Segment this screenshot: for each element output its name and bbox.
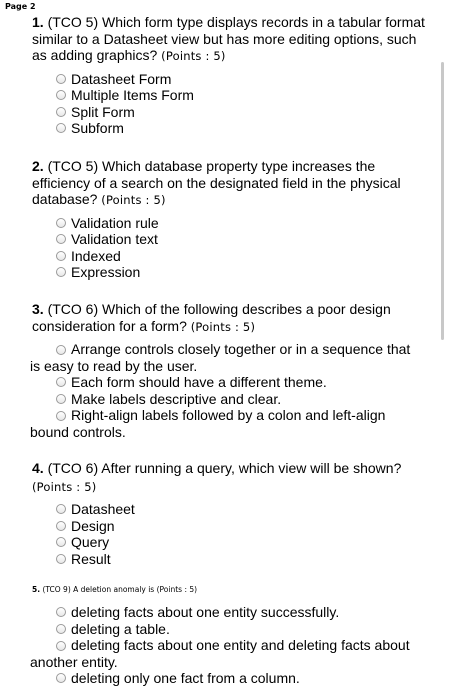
answer-option[interactable] xyxy=(30,407,420,440)
answer-label: deleting facts about one entity and deleting facts about another entity. xyxy=(30,637,410,670)
radio-button[interactable] xyxy=(56,218,66,228)
answer-label: deleting a table. xyxy=(71,620,170,637)
answer-option[interactable] xyxy=(56,534,430,551)
radio-button[interactable] xyxy=(56,641,66,651)
question-3 xyxy=(0,301,430,440)
radio-button[interactable] xyxy=(56,107,66,117)
radio-button[interactable] xyxy=(56,607,66,617)
question-2 xyxy=(0,158,430,281)
question-number: 2. xyxy=(32,158,44,174)
question-prompt: (TCO 6) Which of the following describes a poor design consideration for a form? xyxy=(32,301,391,334)
answer-label: Right-align labels followed by a colon and left-align bound controls. xyxy=(30,407,386,440)
question-points: (Points : 5) xyxy=(157,49,226,63)
radio-button[interactable] xyxy=(56,234,66,244)
answer-label: Validation rule xyxy=(71,214,159,231)
page-label: Page 2 xyxy=(5,2,36,11)
radio-button[interactable] xyxy=(56,411,66,421)
radio-button[interactable] xyxy=(56,537,66,547)
answer-label: Design xyxy=(71,517,115,534)
radio-button[interactable] xyxy=(56,90,66,100)
answer-label: Result xyxy=(71,550,111,567)
answer-label: Subform xyxy=(71,120,124,137)
question-number: 4. xyxy=(32,460,44,476)
answer-label: Datasheet Form xyxy=(71,70,172,87)
radio-button[interactable] xyxy=(56,251,66,261)
question-number: 5. xyxy=(32,585,41,594)
question-5-text xyxy=(32,584,430,596)
answer-label: Make labels descriptive and clear. xyxy=(71,390,282,407)
question-points: (Points : 5) xyxy=(32,479,97,494)
answer-option[interactable] xyxy=(56,391,430,408)
question-2-text xyxy=(32,158,430,209)
answer-label: deleting facts about one entity successfully. xyxy=(71,604,340,621)
question-prompt: (TCO 6) After running a query, which view will be shown? xyxy=(43,460,402,476)
question-3-text xyxy=(32,301,430,335)
answer-label: Split Form xyxy=(71,103,135,120)
answer-option[interactable] xyxy=(56,71,430,88)
radio-button[interactable] xyxy=(56,267,66,277)
question-points: (Points : 5) xyxy=(97,193,166,207)
question-prompt: (TCO 9) A deletion anomaly is xyxy=(40,585,155,594)
radio-button[interactable] xyxy=(56,123,66,133)
radio-button[interactable] xyxy=(56,74,66,84)
answer-option[interactable] xyxy=(56,621,430,638)
answer-option[interactable] xyxy=(56,604,430,621)
radio-button[interactable] xyxy=(56,673,66,683)
radio-button[interactable] xyxy=(56,377,66,387)
radio-button[interactable] xyxy=(56,345,66,355)
answer-option[interactable] xyxy=(56,374,430,391)
question-1 xyxy=(0,14,430,137)
answer-option[interactable] xyxy=(56,104,430,121)
answer-option[interactable] xyxy=(56,551,430,568)
scrollbar[interactable] xyxy=(441,62,444,340)
answer-option[interactable] xyxy=(30,637,420,670)
answer-option[interactable] xyxy=(56,120,430,137)
radio-button[interactable] xyxy=(56,394,66,404)
question-points: (Points : 5) xyxy=(154,585,198,594)
radio-button[interactable] xyxy=(56,554,66,564)
question-number: 3. xyxy=(32,301,44,317)
question-4-text xyxy=(32,460,430,495)
answer-option[interactable] xyxy=(56,518,430,535)
radio-button[interactable] xyxy=(56,521,66,531)
question-prompt: (TCO 5) Which form type displays records in a tabular format similar to a Datasheet view but has more editing options, such as adding graphics? xyxy=(32,14,425,63)
answer-option[interactable] xyxy=(56,501,430,518)
answer-label: deleting only one fact from a column. xyxy=(71,670,300,687)
answer-label: Indexed xyxy=(71,247,121,264)
answer-label: Query xyxy=(71,534,110,551)
answer-option[interactable] xyxy=(56,231,430,248)
answer-option[interactable] xyxy=(56,248,430,265)
answer-option[interactable] xyxy=(56,87,430,104)
question-4 xyxy=(0,460,430,567)
answer-label: Arrange controls closely together or in a sequence that is easy to read by the user. xyxy=(30,341,411,374)
answer-label: Validation text xyxy=(71,231,158,248)
radio-button[interactable] xyxy=(56,504,66,514)
question-1-text xyxy=(32,14,430,65)
answer-label: Expression xyxy=(71,264,141,281)
question-number: 1. xyxy=(32,14,44,30)
answer-label: Each form should have a different theme. xyxy=(71,374,327,391)
question-points: (Points : 5) xyxy=(186,319,256,334)
answer-option[interactable] xyxy=(56,215,430,232)
question-prompt: (TCO 5) Which database property type increases the efficiency of a search on the designated field in the physical database? xyxy=(32,158,401,207)
answer-option[interactable] xyxy=(56,670,430,687)
radio-button[interactable] xyxy=(56,624,66,634)
answer-label: Multiple Items Form xyxy=(71,87,194,104)
question-5 xyxy=(0,584,430,687)
answer-label: Datasheet xyxy=(71,501,135,518)
answer-option[interactable] xyxy=(56,264,430,281)
answer-option[interactable] xyxy=(30,341,420,374)
